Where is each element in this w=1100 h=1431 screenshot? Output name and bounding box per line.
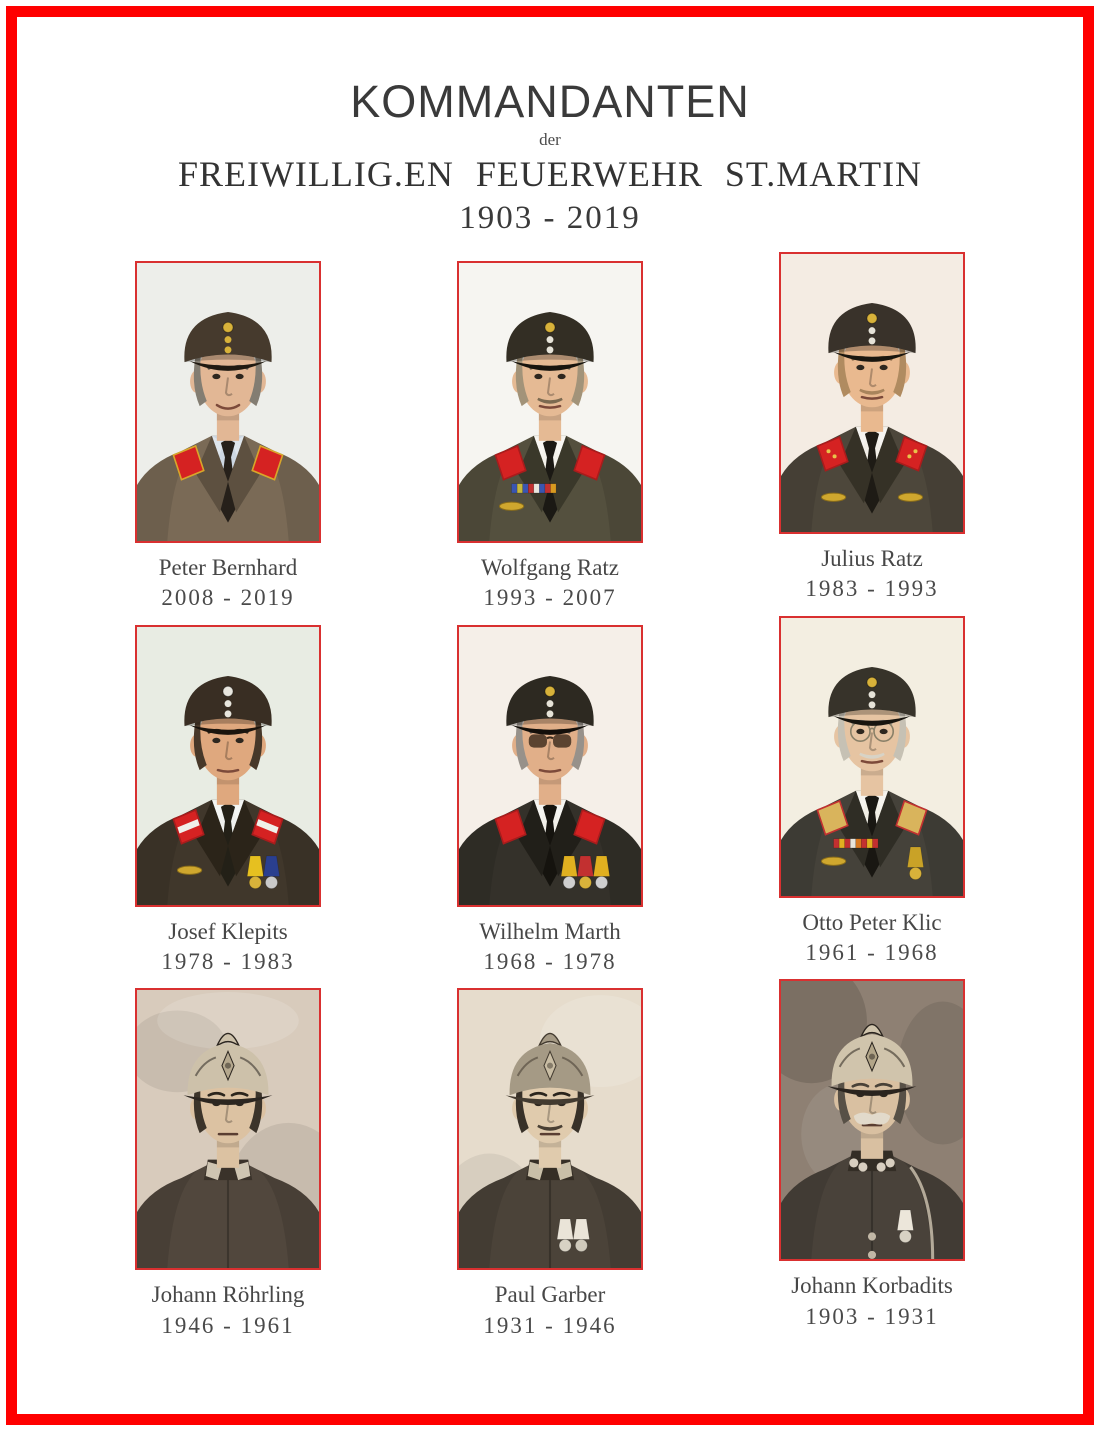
commander-portrait-photo — [779, 616, 965, 898]
commander-card — [779, 979, 965, 1329]
commander-name: Paul Garber — [494, 1282, 606, 1308]
commander-years: 1961 - 1968 — [805, 939, 939, 965]
commander-years: 1931 - 1946 — [483, 1312, 617, 1338]
commander-card — [779, 252, 965, 602]
commander-name: Wilhelm Marth — [479, 918, 621, 944]
commander-years: 2008 - 2019 — [161, 585, 295, 611]
poster-header — [0, 0, 1100, 237]
commander-portrait-photo — [457, 261, 643, 543]
commander-name: Peter Bernhard — [158, 555, 298, 581]
commander-card — [135, 261, 321, 611]
commander-portrait-photo — [457, 625, 643, 907]
page-title: KOMMANDANTEN — [350, 76, 750, 127]
commander-years: 1968 - 1978 — [483, 948, 617, 974]
commander-portrait-photo — [457, 988, 643, 1270]
overall-period: 1903 - 2019 — [459, 200, 641, 237]
commander-portrait-photo — [779, 979, 965, 1261]
commander-years: 1983 - 1993 — [805, 576, 939, 602]
commander-years: 1903 - 1931 — [805, 1303, 939, 1329]
commander-card — [457, 261, 643, 611]
page-subtitle: der — [539, 130, 561, 150]
commander-card — [779, 616, 965, 966]
commander-years: 1978 - 1983 — [161, 948, 295, 974]
commander-portrait-photo — [135, 625, 321, 907]
commander-name: Julius Ratz — [821, 546, 923, 572]
commander-portrait-photo — [135, 988, 321, 1270]
commander-name: Josef Klepits — [168, 918, 288, 944]
commander-name: Johann Röhrling — [151, 1282, 305, 1308]
commander-name: Johann Korbadits — [791, 1273, 953, 1299]
commander-name: Otto Peter Klic — [802, 909, 942, 935]
organization-name: FREIWILLIG.EN FEUERWEHR ST.MARTIN — [177, 154, 923, 195]
commander-portrait-photo — [779, 252, 965, 534]
commander-card — [457, 988, 643, 1338]
commander-years: 1993 - 2007 — [483, 585, 617, 611]
commander-grid — [135, 261, 965, 1338]
commander-name: Wolfgang Ratz — [480, 555, 620, 581]
commander-portrait-photo — [135, 261, 321, 543]
commander-years: 1946 - 1961 — [161, 1312, 295, 1338]
commander-card — [135, 988, 321, 1338]
commander-card — [135, 625, 321, 975]
commander-card — [457, 625, 643, 975]
